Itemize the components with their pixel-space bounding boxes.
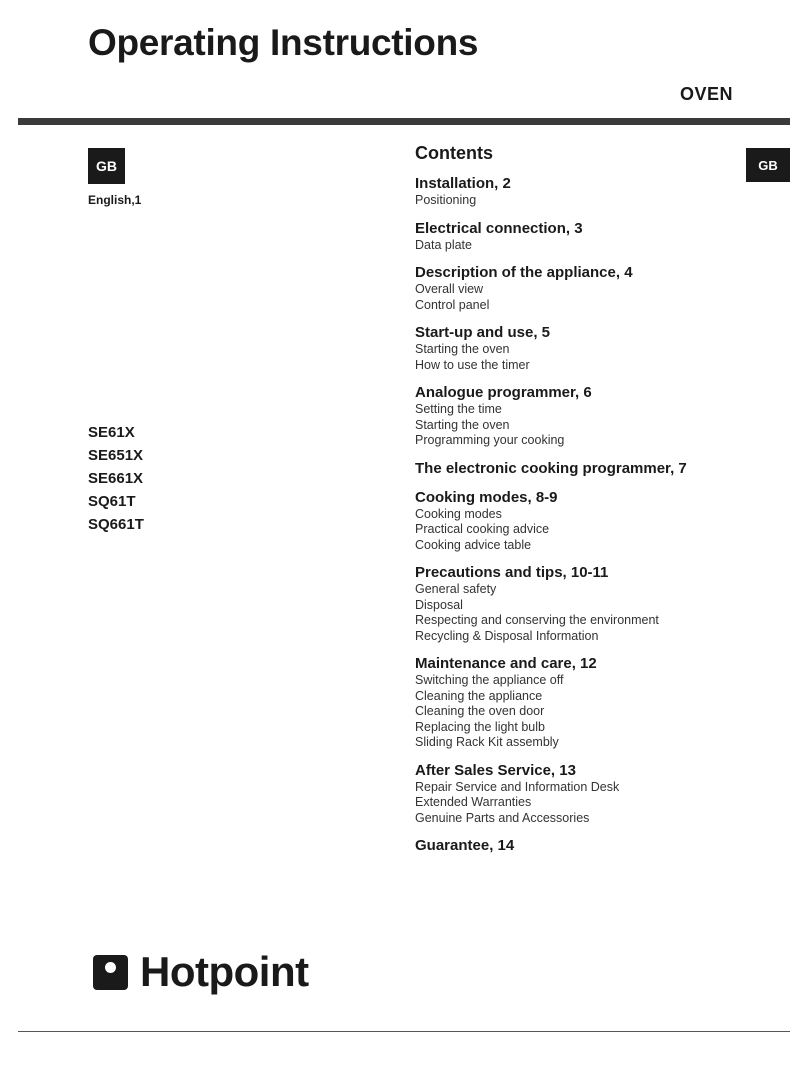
product-type: OVEN	[679, 84, 733, 104]
contents-section	[415, 654, 735, 751]
section-subitem: Programming your cooking	[415, 433, 565, 447]
section-subitem: How to use the timer	[415, 357, 530, 372]
contents-section	[415, 323, 735, 373]
contents-section	[415, 219, 735, 254]
section-subitem: Repair Service and Information Desk	[415, 779, 620, 794]
section-subitem: Disposal	[415, 597, 463, 612]
section-title: Analogue programmer, 6	[415, 384, 592, 401]
section-subitem: Control panel	[415, 297, 490, 312]
language-reference: English,1	[88, 193, 142, 207]
section-subitem: Practical cooking advice	[415, 522, 550, 536]
section-subitem: Genuine Parts and Accessories	[415, 810, 590, 825]
bottom-divider	[18, 1031, 790, 1032]
contents-section	[415, 174, 735, 209]
section-subitem: Recycling & Disposal Information	[415, 628, 599, 643]
contents-section	[415, 459, 735, 478]
contents-section	[415, 836, 735, 855]
section-subitem: General safety	[415, 582, 497, 596]
section-title: The electronic cooking programmer, 7	[415, 459, 687, 477]
section-title: Precautions and tips, 10-11	[415, 564, 609, 581]
brand-name: Hotpoint	[140, 948, 309, 995]
section-subitem: Positioning	[415, 193, 477, 207]
top-divider	[18, 118, 790, 125]
section-subitem: Starting the oven	[415, 417, 510, 432]
section-subitem: Cleaning the oven door	[415, 704, 545, 718]
language-badge: GB	[88, 148, 125, 184]
section-title: Cooking modes, 8-9	[415, 488, 558, 506]
section-subitem: Overall view	[415, 282, 484, 296]
section-subitem: Switching the appliance off	[415, 673, 564, 687]
section-subitem: Cleaning the appliance	[415, 688, 543, 703]
contents-section	[415, 383, 735, 449]
section-subitem: Setting the time	[415, 402, 502, 416]
section-title: After Sales Service, 13	[415, 761, 576, 779]
model-list	[88, 421, 144, 536]
model-item: SE651X	[88, 447, 144, 464]
section-subitem: Starting the oven	[415, 342, 510, 356]
section-title: Maintenance and care, 12	[415, 655, 597, 672]
model-item: SQ61T	[88, 493, 136, 510]
contents-heading: Contents	[415, 143, 493, 163]
model-item: SE661X	[88, 470, 144, 487]
contents-section	[415, 761, 735, 827]
hotpoint-logo-icon	[93, 955, 128, 990]
contents-section	[415, 263, 735, 313]
table-of-contents	[415, 141, 735, 865]
section-title: Description of the appliance, 4	[415, 264, 633, 281]
section-title: Electrical connection, 3	[415, 219, 583, 237]
section-subitem: Cooking advice table	[415, 537, 532, 552]
section-subitem: Extended Warranties	[415, 795, 532, 809]
section-title: Installation, 2	[415, 175, 511, 192]
section-subitem: Sliding Rack Kit assembly	[415, 735, 559, 749]
model-item: SE61X	[88, 424, 135, 441]
contents-section	[415, 488, 735, 554]
brand-logo	[93, 950, 309, 994]
contents-section	[415, 563, 735, 644]
model-item: SQ661T	[88, 516, 144, 533]
section-subitem: Data plate	[415, 237, 472, 252]
section-title: Guarantee, 14	[415, 837, 515, 854]
section-subitem: Cooking modes	[415, 506, 502, 521]
section-title: Start-up and use, 5	[415, 324, 551, 341]
language-tab: GB	[746, 148, 790, 182]
section-subitem: Respecting and conserving the environment	[415, 613, 659, 627]
page-title: Operating Instructions	[88, 22, 479, 63]
section-subitem: Replacing the light bulb	[415, 719, 545, 734]
